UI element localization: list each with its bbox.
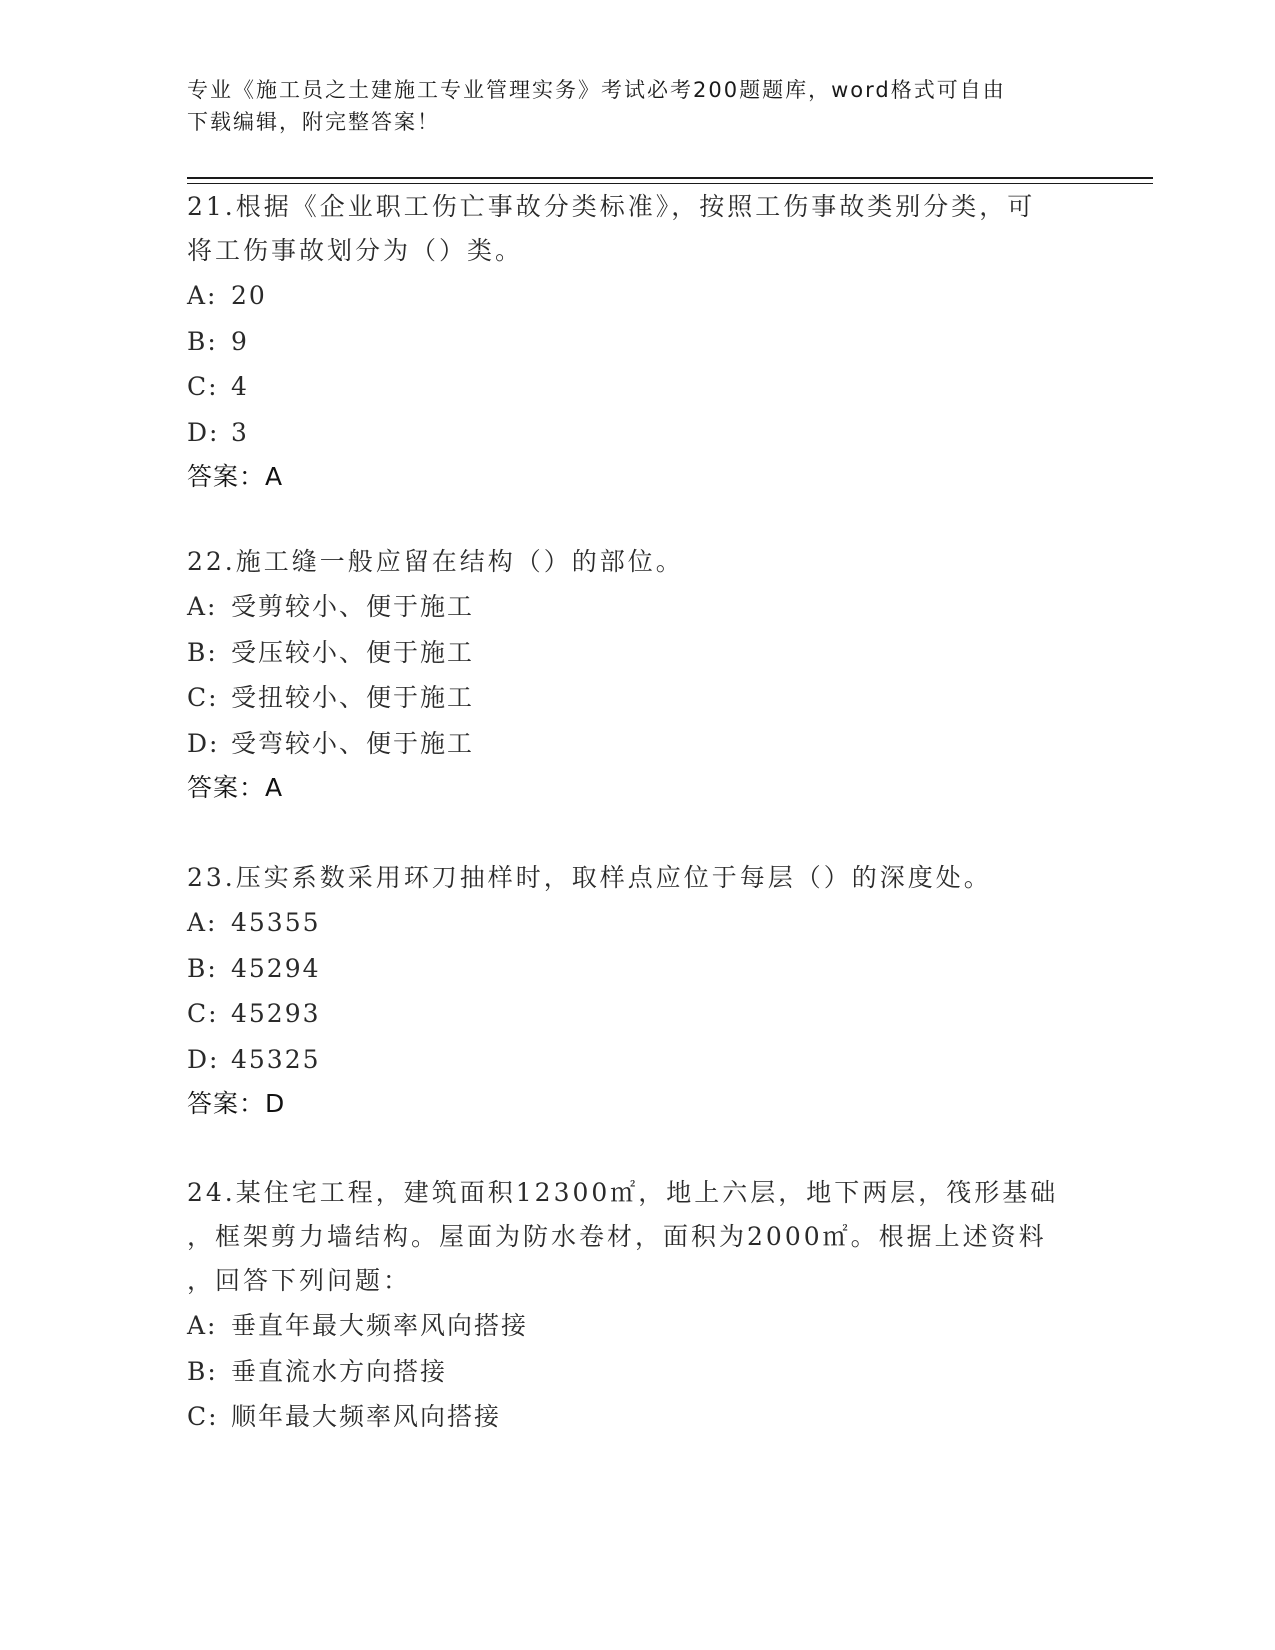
option-c [187, 1394, 1087, 1440]
question-23 [187, 856, 1087, 1126]
question-text-line: ，框架剪力墙结构。屋面为防水卷材，面积为2000㎡。根据上述资料 [187, 1222, 1047, 1251]
question-text-line: 23.压实系数采用环刀抽样时，取样点应位于每层（）的深度处。 [187, 863, 992, 892]
option-key: D: [187, 417, 220, 447]
question-21 [187, 185, 1087, 499]
option-key: D: [187, 1044, 220, 1074]
header-line-2: 下载编辑，附完整答案！ [187, 110, 440, 134]
option-text: 9 [231, 326, 249, 356]
option-key: B: [187, 326, 218, 356]
question-22 [187, 540, 1087, 810]
question-text-line: 将工伤事故划分为（）类。 [187, 236, 524, 265]
option-key: D: [187, 728, 220, 758]
header-rule-thin [187, 183, 1153, 184]
option-text: 垂直年最大频率风向搭接 [231, 1311, 529, 1340]
header-rule-thick [187, 177, 1153, 179]
question-text-line: 21.根据《企业职工伤亡事故分类标准》，按照工伤事故类别分类，可 [187, 192, 1036, 221]
option-text: 顺年最大频率风向搭接 [231, 1402, 502, 1431]
question-24 [187, 1171, 1087, 1440]
question-text-line: ，回答下列问题： [187, 1266, 412, 1295]
option-b [187, 630, 1087, 676]
option-text: 受压较小、便于施工 [231, 637, 475, 667]
option-text: 45294 [231, 953, 321, 983]
option-b [187, 319, 1087, 365]
option-key: A: [187, 281, 218, 310]
option-d [187, 1037, 1087, 1083]
option-key: A: [187, 908, 218, 937]
option-text: 3 [231, 417, 249, 447]
document-header [187, 74, 1067, 138]
header-line-1: 专业《施工员之土建施工专业管理实务》考试必考200题题库，word格式可自由 [187, 78, 1006, 102]
option-key: C: [187, 372, 219, 401]
option-a [187, 900, 1087, 946]
answer: 答案：A [187, 773, 284, 802]
option-d [187, 410, 1087, 456]
question-text-line: 22.施工缝一般应留在结构（）的部位。 [187, 547, 684, 576]
option-text: 垂直流水方向搭接 [231, 1356, 448, 1386]
option-text: 受剪较小、便于施工 [231, 592, 475, 621]
question-text-line: 24.某住宅工程，建筑面积12300㎡，地上六层，地下两层，筏形基础 [187, 1178, 1059, 1207]
option-c [187, 675, 1087, 721]
option-key: C: [187, 683, 219, 712]
option-a [187, 1303, 1087, 1349]
option-text: 45325 [231, 1044, 321, 1074]
option-key: B: [187, 637, 218, 667]
option-b [187, 946, 1087, 992]
option-text: 受扭较小、便于施工 [231, 683, 475, 712]
option-text: 受弯较小、便于施工 [231, 728, 475, 758]
option-key: B: [187, 953, 218, 983]
answer: 答案：D [187, 1089, 286, 1118]
answer: 答案：A [187, 462, 284, 491]
option-text: 20 [231, 281, 267, 310]
option-text: 4 [231, 372, 249, 401]
option-c [187, 991, 1087, 1037]
option-key: A: [187, 592, 218, 621]
option-key: C: [187, 999, 219, 1028]
option-a [187, 273, 1087, 319]
option-text: 45293 [231, 999, 321, 1028]
option-d [187, 721, 1087, 767]
option-key: B: [187, 1356, 218, 1386]
option-c [187, 364, 1087, 410]
option-b [187, 1349, 1087, 1395]
option-key: C: [187, 1402, 219, 1431]
option-key: A: [187, 1311, 218, 1340]
option-text: 45355 [231, 908, 321, 937]
option-a [187, 584, 1087, 630]
